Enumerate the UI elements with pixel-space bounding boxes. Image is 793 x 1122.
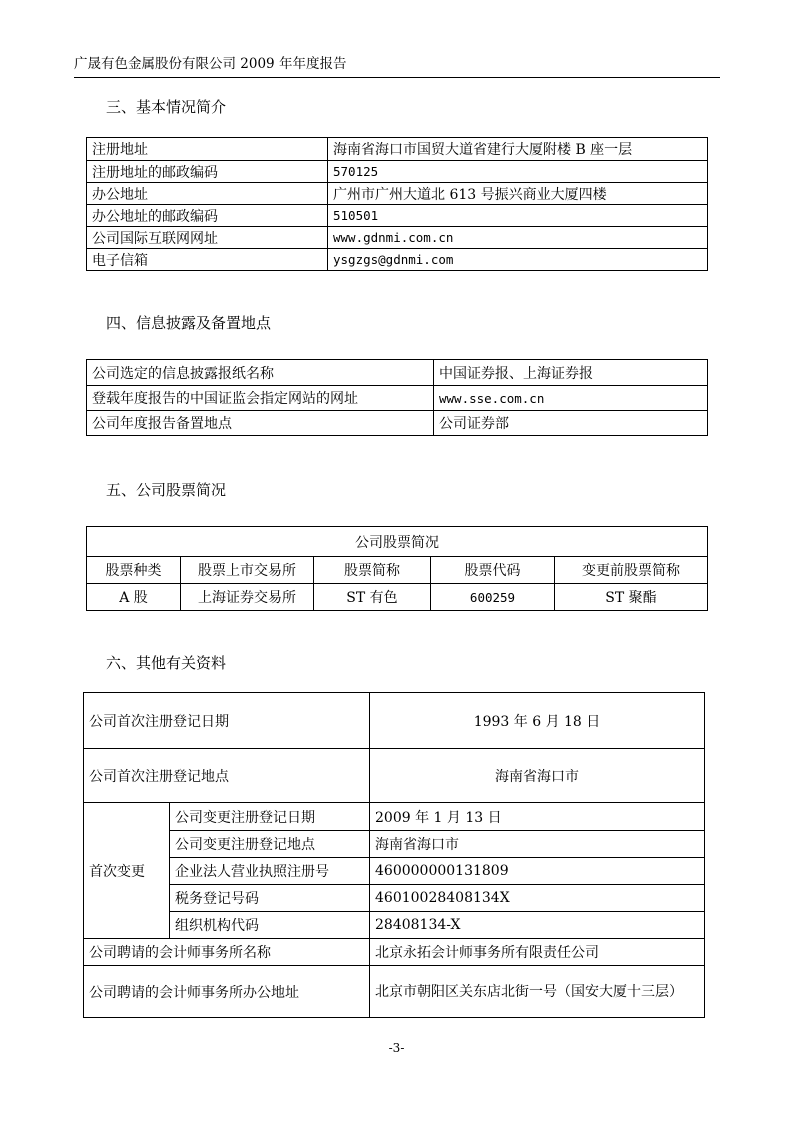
stock-table-title: 公司股票简况: [87, 527, 708, 557]
row-label: 注册地址的邮政编码: [87, 161, 328, 183]
row-value: 北京市朝阳区关东店北街一号（国安大厦十三层）: [370, 966, 705, 1018]
table-row: [84, 939, 705, 966]
stock-table: [86, 526, 708, 611]
row-value: 广州市广州大道北 613 号振兴商业大厦四楼: [328, 183, 708, 205]
row-label: 公司变更注册登记地点: [170, 831, 370, 858]
table-row: [87, 411, 708, 436]
column-header: 股票上市交易所: [181, 557, 314, 584]
table-row: [84, 693, 705, 749]
table-row: [87, 527, 708, 557]
table-row: [87, 249, 708, 271]
table-row: [84, 885, 705, 912]
table-row: [84, 803, 705, 831]
column-header: 股票简称: [314, 557, 431, 584]
row-label: 公司首次注册登记地点: [84, 749, 370, 803]
page-number: -3-: [388, 1041, 405, 1055]
sse-website-link[interactable]: www.sse.com.cn: [434, 386, 708, 411]
row-value: 460000000131809: [370, 858, 705, 885]
row-label: 公司变更注册登记日期: [170, 803, 370, 831]
email-link[interactable]: ysgzgs@gdnmi.com: [328, 249, 708, 271]
table-row: [87, 205, 708, 227]
table-row: [84, 831, 705, 858]
section-title-stock: 五、公司股票简况: [106, 481, 227, 499]
column-header: 变更前股票简称: [555, 557, 708, 584]
column-header: 股票种类: [87, 557, 181, 584]
table-row: [84, 749, 705, 803]
row-value: 海南省海口市: [370, 831, 705, 858]
row-value: 510501: [328, 205, 708, 227]
row-value: 北京永拓会计师事务所有限责任公司: [370, 939, 705, 966]
row-value: 海南省海口市国贸大道省建行大厦附楼 B 座一层: [328, 138, 708, 161]
basic-info-table: [86, 137, 708, 271]
column-header: 股票代码: [431, 557, 555, 584]
change-group-label: 首次变更: [84, 803, 170, 939]
stock-code: 600259: [431, 584, 555, 611]
row-label: 公司首次注册登记日期: [84, 693, 370, 749]
row-label: 组织机构代码: [170, 912, 370, 939]
row-value: 28408134-X: [370, 912, 705, 939]
table-row: [84, 912, 705, 939]
row-value: 2009 年 1 月 13 日: [370, 803, 705, 831]
table-row: [84, 966, 705, 1018]
row-label: 公司选定的信息披露报纸名称: [87, 360, 434, 386]
row-label: 企业法人营业执照注册号: [170, 858, 370, 885]
table-row: [87, 183, 708, 205]
row-label: 办公地址的邮政编码: [87, 205, 328, 227]
stock-type: A 股: [87, 584, 181, 611]
page-header: 广晟有色金属股份有限公司 2009 年年度报告: [74, 55, 720, 78]
row-label: 办公地址: [87, 183, 328, 205]
row-label: 公司年度报告备置地点: [87, 411, 434, 436]
table-row: [87, 161, 708, 183]
section-title-other: 六、其他有关资料: [106, 654, 227, 672]
section-title-basic-info: 三、基本情况简介: [106, 98, 227, 116]
table-row: [87, 557, 708, 584]
row-label: 公司国际互联网网址: [87, 227, 328, 249]
row-label: 税务登记号码: [170, 885, 370, 912]
stock-previous-name: ST 聚酯: [555, 584, 708, 611]
website-link[interactable]: www.gdnmi.com.cn: [328, 227, 708, 249]
table-row: [87, 386, 708, 411]
row-label: 注册地址: [87, 138, 328, 161]
table-row: [84, 858, 705, 885]
table-row: [87, 227, 708, 249]
row-label: 公司聘请的会计师事务所办公地址: [84, 966, 370, 1018]
row-label: 电子信箱: [87, 249, 328, 271]
row-value: 570125: [328, 161, 708, 183]
disclosure-table: [86, 359, 708, 436]
row-value: 中国证券报、上海证券报: [434, 360, 708, 386]
stock-exchange: 上海证券交易所: [181, 584, 314, 611]
row-value: 46010028408134X: [370, 885, 705, 912]
table-row: [87, 138, 708, 161]
stock-short-name: ST 有色: [314, 584, 431, 611]
section-title-disclosure: 四、信息披露及备置地点: [106, 314, 272, 332]
row-label: 公司聘请的会计师事务所名称: [84, 939, 370, 966]
table-row: [87, 360, 708, 386]
table-row: [87, 584, 708, 611]
row-value: 海南省海口市: [370, 749, 705, 803]
row-value: 公司证券部: [434, 411, 708, 436]
row-label: 登载年度报告的中国证监会指定网站的网址: [87, 386, 434, 411]
other-info-table: [83, 692, 705, 1018]
row-value: 1993 年 6 月 18 日: [370, 693, 705, 749]
